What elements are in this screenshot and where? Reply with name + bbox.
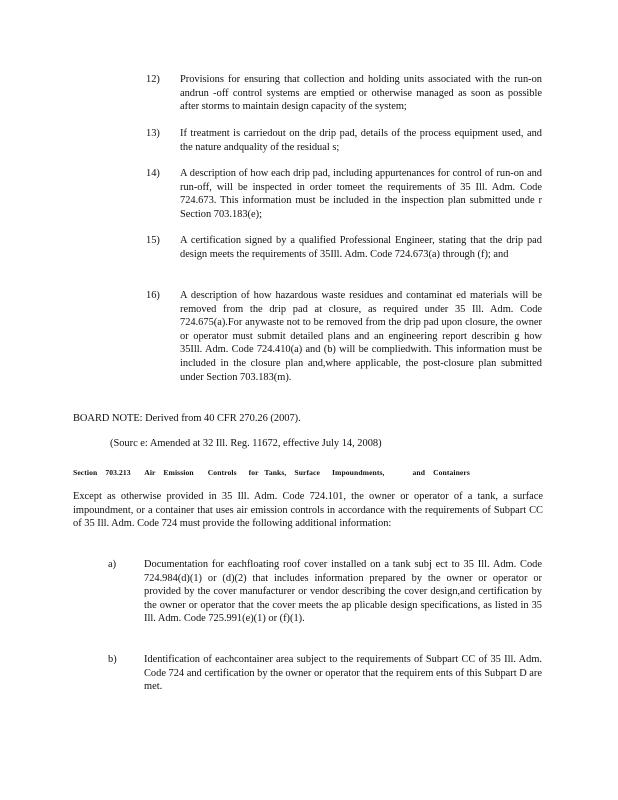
item-number: 13)	[146, 128, 160, 139]
subitem-text: Documentation for eachfloating roof cover installed on a tank subj ect to 35 Ill. Adm. Code 724.984(d)(1) or (d)(2) that includes information prepared by the owner or operator or provided by the cover manufacturer or vendor describing the cover design,and certification by the owner or operator that the cover meets the ap plicable design specifications, as listed in 35 Ill. Adm. Code 725.991(e)(1) or (f)(1).	[144, 559, 542, 625]
item-text: If treatment is carriedout on the drip pad, details of the process equipment used, and the nature andquality of the residual s;	[180, 128, 542, 153]
item-text: Provisions for ensuring that collection and holding units associated with the run-on andrun -off control systems are emptied or otherwise managed as soon as possible after storms to maintain design capacity of the system;	[180, 74, 542, 113]
intro-paragraph: Except as otherwise provided in 35 Ill. Adm. Code 724.101, the owner or operator of a tank, a surface impoundment, or a container that uses air emission controls in accordance with the requirements of Subpart CC of 35 Ill. Adm. Code 724 must provide the following additional information:	[73, 491, 543, 530]
item-number: 14)	[146, 168, 160, 179]
item-number: 16)	[146, 290, 160, 301]
item-text: A description of how hazardous waste residues and contaminat ed materials will be removed from the drip pad at closure, as required under 35 Ill. Adm. Code 724.675(a).For anywaste not to be removed from the drip pad upon closure, the owner or operator must submit detailed plans and an engineering report describin g how 35Ill. Adm. Code 724.410(a) and (b) will be compliedwith. This information must be included in the closure plan and,where applicable, the post-closure plan submitted under Section 703.183(m).	[180, 290, 542, 383]
section-heading: Section 703.213 Air Emission Controls for Tanks, Surface Impoundments, and Containers	[73, 468, 470, 477]
item-text: A certification signed by a qualified Professional Engineer, stating that the drip pad design meets the requirements of 35Ill. Adm. Code 724.673(a) through (f); and	[180, 235, 542, 260]
item-text: A description of how each drip pad, including appurtenances for control of run-on and run-off, will be inspected in order tomeet the requirements of 35 Ill. Adm. Code 724.673. This information must be included in the inspection plan submitted unde r Section 703.183(e);	[180, 168, 542, 220]
board-note: BOARD NOTE: Derived from 40 CFR 270.26 (2007).	[73, 413, 301, 424]
subitem-text: Identification of eachcontainer area subject to the requirements of Subpart CC of 35 Ill. Adm. Code 724 and certification by the owner or operator that the requirem ents of this Subpart D are met.	[144, 654, 542, 693]
subitem-label: b)	[108, 654, 117, 665]
item-number: 12)	[146, 74, 160, 85]
subitem-label: a)	[108, 559, 117, 570]
source-note: (Sourc e: Amended at 32 Ill. Reg. 11672, effective July 14, 2008)	[110, 438, 382, 449]
item-number: 15)	[146, 235, 160, 246]
